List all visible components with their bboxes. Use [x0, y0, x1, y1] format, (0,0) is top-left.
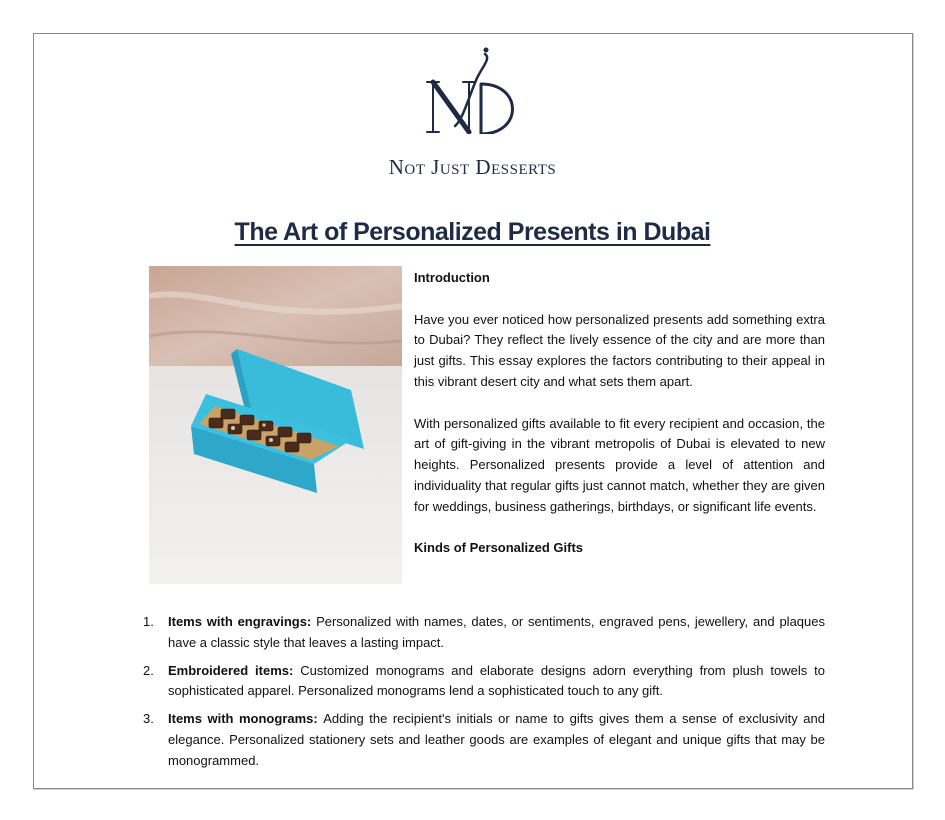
list-term: Embroidered items: — [168, 662, 301, 678]
brand-name: Not Just Desserts — [388, 155, 557, 179]
list-text: Adding the recipient's initials or name to gifts gives them a sense of exclusivity and elegance. Personalized stationery sets and leather goods are examples of elegant and unique gifts that may be monogrammed. — [168, 711, 825, 768]
intro-paragraph: With personalized gifts available to fit every recipient and occasion, the art of gift-giving in the vibrant metropolis of Dubai is elevated to new heights. Personalized presents provide a level of attention and individuality that regular gifts just cannot match, whether they are given for weddings, business gatherings, birthdays, or significant life events. — [414, 415, 825, 514]
list-item — [143, 612, 825, 654]
list-number: 1. — [143, 614, 154, 629]
list-term: Items with monograms: — [168, 711, 324, 727]
kinds-heading: Kinds of Personalized Gifts — [414, 540, 584, 556]
list-number: 3. — [143, 711, 154, 727]
intro-heading: Introduction — [414, 270, 490, 285]
document-title: The Art of Personalized Presents in Dubai — [234, 218, 711, 246]
gift-kinds-list — [143, 612, 825, 779]
intro-column — [414, 268, 825, 559]
list-text: Customized monograms and elaborate designs adorn everything from plush towels to sophisticated apparel. Personalized monograms lend a sophisticated touch to any gift. — [168, 662, 825, 699]
list-number: 2. — [143, 662, 154, 678]
brand-logo — [413, 44, 533, 134]
intro-paragraph: Have you ever noticed how personalized presents add something extra to Dubai? They reflect the lively essence of the city and are more than just gifts. This essay explores the factors contributing to their appeal in this vibrant desert city and what sets them apart. — [414, 311, 825, 389]
list-item — [143, 709, 825, 771]
chocolate-box-photo — [149, 266, 402, 584]
list-text: Personalized with names, dates, or sentiments, engraved pens, jewellery, and plaques have a classic style that leaves a lasting impact. — [168, 614, 825, 650]
list-item — [143, 661, 825, 703]
list-term: Items with engravings: — [168, 614, 317, 629]
